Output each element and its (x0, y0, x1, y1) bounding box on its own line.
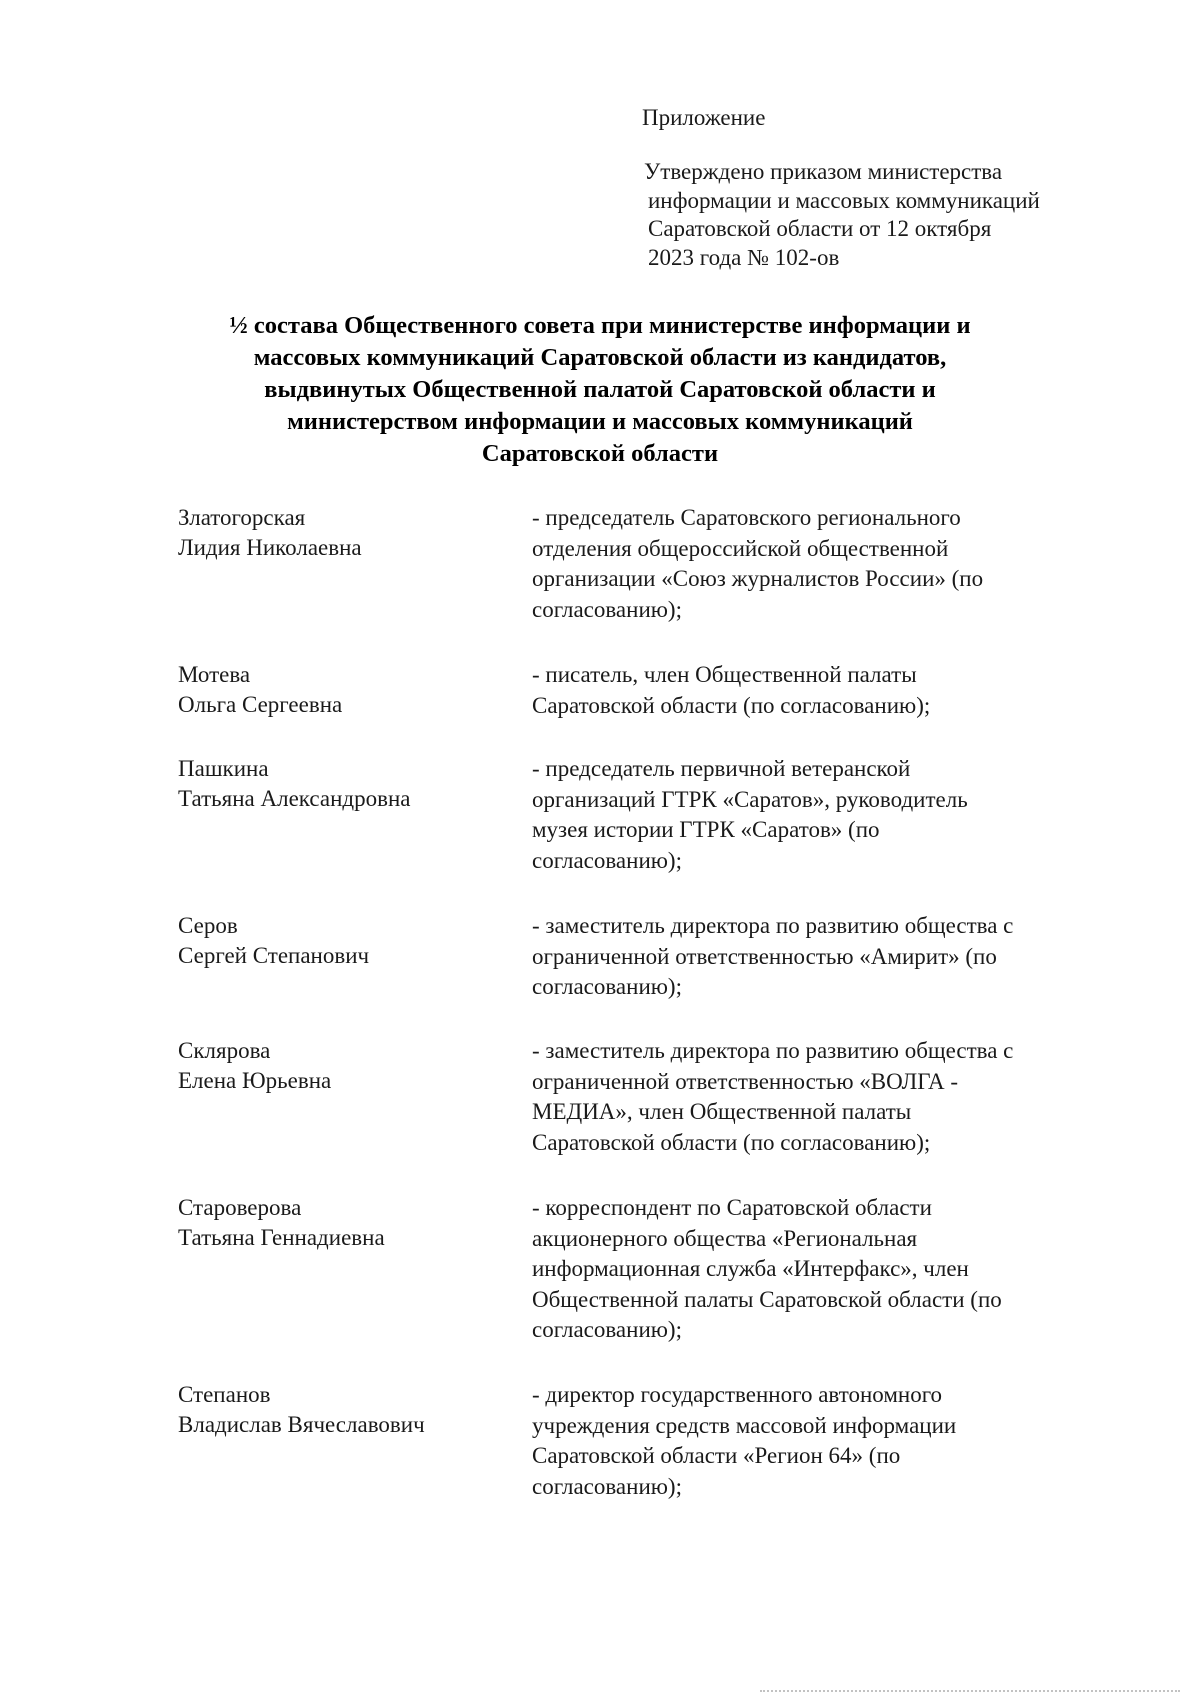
member-surname: Степанов (178, 1382, 271, 1407)
role-line: - председатель первичной ветеранской (532, 756, 911, 781)
role-line: организаций ГТРК «Саратов», руководитель (532, 786, 968, 812)
title-line: выдвинутых Общественной палатой Саратовской области и (264, 376, 936, 403)
role-line: информационная служба «Интерфакс», член (532, 1256, 969, 1281)
member-given-name: Татьяна Геннадиевна (178, 1225, 385, 1250)
member-name (178, 660, 508, 720)
member-name (178, 1036, 508, 1096)
approval-line: информации и массовых коммуникаций (648, 187, 1040, 213)
role-line: согласованию); (532, 1317, 682, 1342)
role-line: Саратовской области (по согласованию); (532, 692, 931, 718)
member-name (178, 911, 508, 971)
member-surname: Пашкина (178, 756, 269, 781)
role-line: - заместитель директора по развитию общества с (532, 1038, 1014, 1063)
approval-line: Утверждено приказом министерства (644, 159, 1003, 184)
member-name (178, 1193, 508, 1253)
member-role (532, 754, 1132, 876)
role-line: Саратовской области «Регион 64» (по (532, 1443, 901, 1468)
member-given-name: Елена Юрьевна (178, 1068, 332, 1093)
role-line: - корреспондент по Саратовской области (532, 1195, 932, 1220)
member-given-name: Лидия Николаевна (178, 535, 362, 560)
title-line: ½ состава Общественного совета при министерстве информации и (229, 312, 971, 339)
title-line: Саратовской области (481, 440, 719, 467)
member-name (178, 1380, 508, 1440)
approval-line: 2023 года № 102-ов (648, 244, 840, 270)
title-line: министерством информации и массовых коммуникаций (287, 408, 913, 435)
member-surname: Мотева (178, 662, 251, 687)
member-role (532, 1193, 1132, 1346)
role-line: согласованию); (532, 1473, 682, 1499)
member-role (532, 911, 1132, 1003)
member-role (532, 660, 1132, 721)
member-role (532, 1380, 1132, 1502)
member-surname: Староверова (178, 1195, 302, 1220)
role-line: - заместитель директора по развитию общества с (532, 913, 1014, 938)
member-given-name: Сергей Степанович (178, 943, 370, 968)
role-line: МЕДИА», член Общественной палаты (532, 1099, 912, 1124)
role-line: Саратовской области (по согласованию); (532, 1129, 931, 1155)
role-line: ограниченной ответственностью «Амирит» (по (532, 943, 997, 969)
role-line: ограниченной ответственностью «ВОЛГА - (532, 1068, 959, 1094)
role-line: согласованию); (532, 974, 682, 999)
member-name (178, 754, 508, 814)
role-line: Общественной палаты Саратовской области (по (532, 1286, 1002, 1312)
member-surname: Серов (178, 913, 238, 938)
member-given-name: Татьяна Александровна (178, 786, 411, 811)
document-title (150, 310, 1050, 470)
role-line: - председатель Саратовского регионального (532, 505, 961, 530)
member-surname: Златогорская (178, 505, 306, 530)
member-given-name: Владислав Вячеславович (178, 1412, 425, 1437)
member-given-name: Ольга Сергеевна (178, 692, 343, 717)
role-line: - писатель, член Общественной палаты (532, 662, 917, 687)
role-line: отделения общероссийской общественной (532, 535, 949, 561)
title-line: массовых коммуникаций Саратовской области из кандидатов, (253, 344, 947, 371)
role-line: музея истории ГТРК «Саратов» (по (532, 817, 880, 842)
appendix-label: Приложение (642, 105, 766, 130)
role-line: согласованию); (532, 847, 682, 873)
member-name (178, 503, 508, 563)
role-line: согласованию); (532, 596, 682, 622)
member-surname: Склярова (178, 1038, 271, 1063)
role-line: учреждения средств массовой информации (532, 1412, 957, 1438)
approval-block (644, 158, 1124, 272)
role-line: организации «Союз журналистов России» (по (532, 566, 984, 591)
role-line: акционерного общества «Региональная (532, 1225, 918, 1251)
role-line: - директор государственного автономного (532, 1382, 943, 1407)
member-role (532, 503, 1132, 625)
member-role (532, 1036, 1132, 1158)
scan-artifact-line (760, 1690, 1180, 1700)
approval-line: Саратовской области от 12 октября (648, 216, 992, 241)
